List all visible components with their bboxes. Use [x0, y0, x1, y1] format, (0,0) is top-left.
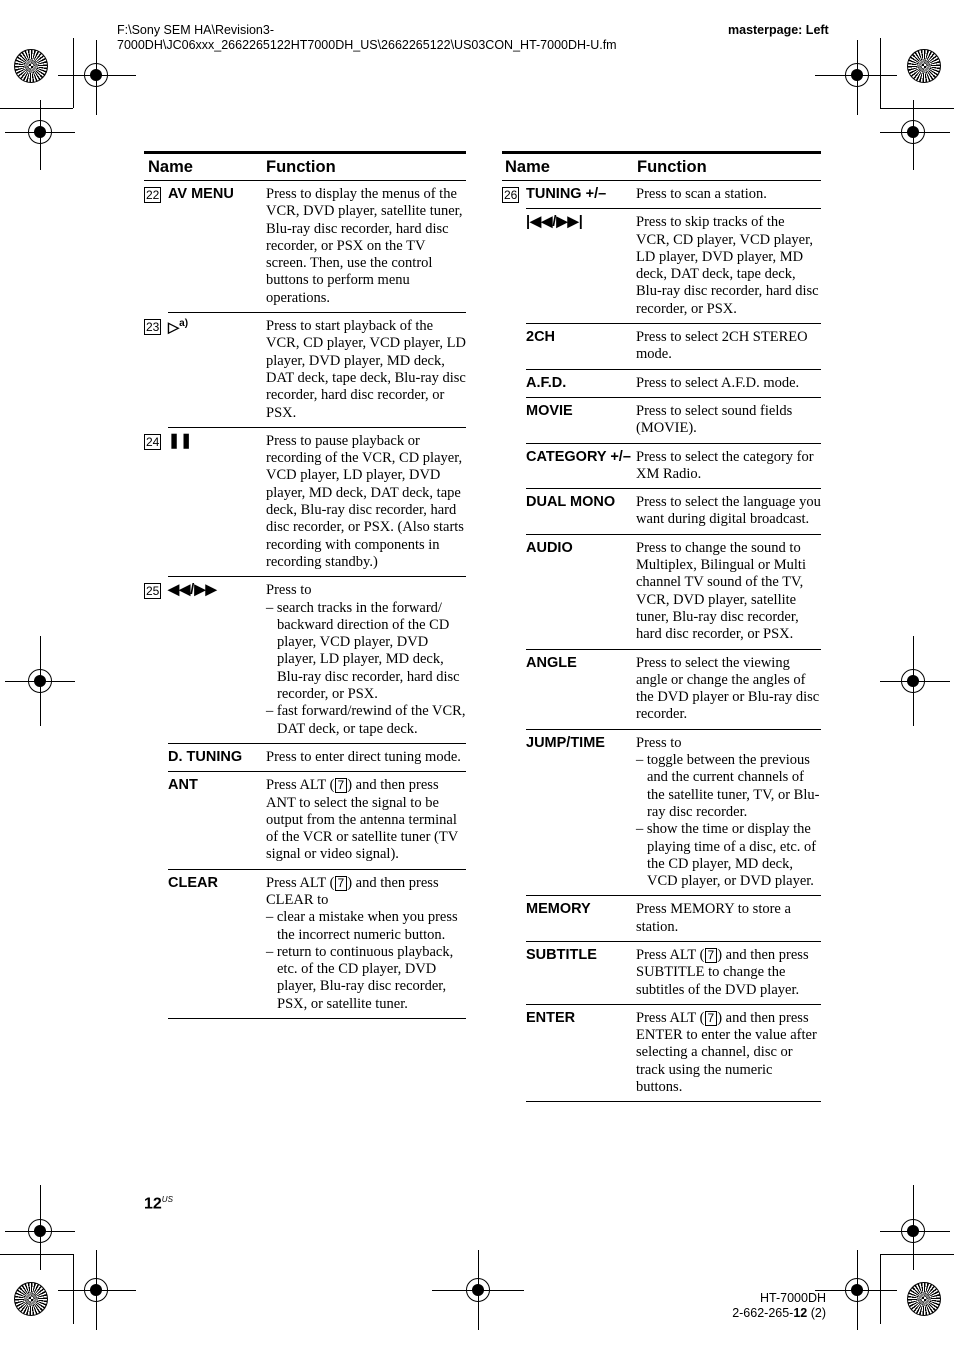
row-number: [502, 398, 526, 444]
function-description: [266, 313, 466, 427]
row-number: [144, 313, 168, 428]
row-number-box: 24: [146, 434, 160, 449]
function-text: Press to select 2CH STEREO mode.: [636, 329, 808, 363]
function-description: [636, 181, 821, 208]
function-text: Press to pause playback or recording of the VCR, CD player, VCD player, LD player, DVD player, MD deck, DAT deck, tape deck, Blu-ray disc recorder, hard disc recorder, or PSX. (Also starts recording with components in recording standby.): [266, 432, 464, 570]
function-description: [266, 744, 466, 771]
function-text: Press to select sound fields (MOVIE).: [636, 402, 793, 437]
row-number: [144, 870, 168, 1019]
page-number-value: 12: [144, 1195, 162, 1213]
function-header: Function: [637, 157, 707, 176]
key-7-icon: 7: [335, 876, 348, 891]
button-name: [526, 324, 636, 369]
row-content: [526, 444, 821, 490]
button-name-text: SUBTITLE: [526, 946, 597, 963]
function-description: [636, 398, 821, 443]
function-table-left: [144, 151, 466, 1019]
row-number: [502, 535, 526, 650]
part-code: [700, 1306, 826, 1320]
function-text: Press to select the viewing angle or change the angles of the DVD player or Blu-ray disc recorder.: [636, 654, 820, 723]
button-name-text: ANT: [168, 777, 198, 794]
file-path: [117, 23, 697, 53]
function-description: [266, 772, 466, 868]
button-name: [168, 313, 266, 427]
button-name-text: TUNING +/–: [526, 186, 607, 202]
row-number: [502, 209, 526, 324]
table-row: [502, 398, 821, 444]
page-number-suffix: US: [161, 1195, 173, 1204]
button-name-text: ANGLE: [526, 654, 577, 671]
key-7-icon: 7: [705, 948, 718, 963]
function-description: [266, 428, 466, 576]
button-name: [526, 535, 636, 649]
row-content: [526, 650, 821, 730]
table-row: [502, 730, 821, 897]
key-7-icon: 7: [335, 778, 348, 793]
row-number: [502, 650, 526, 730]
function-text: Press to select the language you want during digital broadcast.: [636, 494, 821, 528]
function-description: [636, 1005, 821, 1101]
function-text: Press ALT ( 7 ) and then press SUBTITLE to change the subtitles of the DVD player.: [636, 946, 809, 998]
row-number-box: 22: [146, 188, 160, 202]
table-row: [144, 181, 466, 313]
row-content: [168, 577, 466, 744]
name-header: Name: [505, 157, 550, 176]
key-7-icon: 7: [705, 1011, 718, 1026]
function-text: Press ALT ( 7 ) and then press ANT to select the signal to be output from the antenna terminal of the VCR or satellite tuner (TV signal or video signal).: [266, 777, 458, 863]
function-text: Press to change the sound to Multiplex, Bilingual or Multi channel TV sound of the TV, VCR, DVD player, satellite tuner, Blu-ray disc recorder, hard disc recorder, or PSX.: [636, 539, 806, 643]
row-number: [502, 942, 526, 1005]
function-text: – clear a mistake when you press the incorrect numeric button.: [266, 909, 458, 943]
button-name: [526, 209, 636, 323]
function-text: Press to display the menus of the VCR, DVD player, satellite tuner, Blu-ray disc recorder, hard disc recorder, or PSX on the TV screen. Then, use the control buttons to perform menu operations.: [266, 186, 463, 306]
table-header: [502, 151, 821, 181]
button-name: [168, 428, 266, 576]
function-text: – show the time or display the playing time of a disc, etc. of the CD player, MD deck, VCD player, or DVD player.: [636, 821, 817, 890]
row-content: [526, 1005, 821, 1102]
row-content: [526, 896, 821, 942]
function-text: Press to start playback of the VCR, CD player, VCD player, LD player, DVD player, MD deck, DAT deck, tape deck, Blu-ray disc recorder, hard disc recorder, or PSX.: [266, 318, 466, 421]
function-table-right: [502, 151, 821, 1102]
table-row: [502, 489, 821, 535]
button-name-text: CATEGORY +/–: [526, 448, 631, 465]
row-content: [168, 870, 466, 1019]
row-number-box: 25: [146, 584, 160, 599]
button-name-text: ENTER: [526, 1009, 576, 1026]
button-name-text: MOVIE: [526, 402, 573, 419]
function-description: [636, 896, 821, 941]
function-description: [636, 444, 821, 489]
function-description: [266, 181, 466, 312]
button-name: [168, 772, 266, 868]
function-text: – toggle between the previous and the current channels of the satellite tuner, TV, or Blu-ray disc recorder.: [636, 752, 820, 820]
button-name-text: 2CH: [526, 329, 556, 346]
table-row: [502, 181, 821, 209]
table-row: [144, 428, 466, 577]
row-number: [502, 730, 526, 897]
row-number: [502, 489, 526, 535]
button-name-text: ❚❚: [168, 432, 193, 449]
file-path-line-2: 7000DH\JC06xxx_2662265122HT7000DH_US\2662265122\US03CON_HT-7000DH-U.fm: [117, 38, 617, 52]
function-description: [266, 577, 466, 743]
row-content: [526, 489, 821, 535]
button-name-text: MEMORY: [526, 901, 591, 918]
row-content: [526, 730, 821, 897]
row-content: [526, 942, 821, 1005]
function-text: Press to skip tracks of the VCR, CD player, VCD player, LD player, DVD player, MD deck, DAT deck, tape deck, Blu-ray disc recorder, hard disc recorder, or PSX.: [636, 214, 819, 317]
row-number-box: 23: [146, 320, 160, 335]
row-content: [168, 313, 466, 428]
row-number: [502, 324, 526, 370]
function-text: Press to: [266, 582, 312, 599]
table-row: [144, 744, 466, 772]
button-name-text: D. TUNING: [168, 748, 243, 765]
row-content: [168, 181, 466, 313]
button-name-text: ◀◀/▶▶: [168, 582, 217, 599]
row-content: [526, 398, 821, 444]
button-name-text: A.F.D.: [526, 374, 567, 391]
part-code-bold: 12: [793, 1306, 808, 1320]
button-name-text: DUAL MONO: [526, 494, 616, 511]
table-body: [144, 181, 466, 1019]
masterpage-label: masterpage: Left: [728, 23, 829, 37]
function-description: [266, 870, 466, 1018]
button-name: [526, 444, 636, 489]
button-name: [526, 650, 636, 729]
button-name: [526, 181, 636, 208]
button-name-text: CLEAR: [168, 874, 218, 891]
function-text: Press ALT ( 7 ) and then press CLEAR to: [266, 874, 439, 908]
button-name: [526, 942, 636, 1004]
function-text: – fast forward/rewind of the VCR, DAT deck, or tape deck.: [266, 703, 466, 737]
row-content: [526, 535, 821, 650]
function-description: [636, 650, 821, 729]
button-name-text: AUDIO: [526, 539, 573, 556]
button-name: [168, 181, 266, 312]
button-name: [168, 744, 266, 771]
function-header: Function: [266, 157, 336, 176]
function-text: Press to scan a station.: [636, 186, 767, 202]
button-name-text: |◀◀/▶▶|: [526, 214, 583, 231]
button-name: [526, 489, 636, 534]
table-row: [502, 444, 821, 490]
function-text: Press to: [636, 734, 682, 751]
function-text: Press to enter direct tuning mode.: [266, 748, 461, 765]
name-header: Name: [148, 157, 193, 176]
table-row: [502, 324, 821, 370]
function-description: [636, 730, 821, 896]
function-text: Press to select the category for XM Radio.: [636, 448, 814, 482]
table-row: [144, 577, 466, 744]
button-name: [526, 730, 636, 896]
button-name: [526, 1005, 636, 1101]
function-text: – return to continuous playback, etc. of the CD player, DVD player, Blu-ray disc recorder, PSX, or satellite tuner.: [266, 943, 454, 1012]
button-name-text: AV MENU: [168, 186, 234, 202]
row-content: [168, 744, 466, 772]
function-description: [636, 535, 821, 649]
row-number: [144, 772, 168, 869]
row-content: [526, 181, 821, 209]
row-number-box: 26: [504, 188, 518, 202]
row-number: [502, 181, 526, 209]
row-number: [144, 744, 168, 772]
part-code-suffix: (2): [807, 1306, 826, 1320]
table-row: [144, 870, 466, 1019]
function-text: Press to select A.F.D. mode.: [636, 374, 800, 391]
table-row: [502, 535, 821, 650]
button-name-text: ▷: [168, 319, 180, 336]
function-description: [636, 324, 821, 369]
function-description: [636, 489, 821, 534]
page-number: [144, 1195, 173, 1213]
footnote-mark: a): [179, 318, 189, 330]
function-description: [636, 942, 821, 1004]
table-row: [144, 772, 466, 869]
row-number: [502, 370, 526, 398]
part-code-prefix: 2-662-265-: [732, 1306, 794, 1320]
table-row: [502, 370, 821, 398]
table-row: [502, 650, 821, 730]
table-row: [502, 942, 821, 1005]
row-number: [144, 577, 168, 744]
row-content: [526, 209, 821, 324]
button-name: [526, 896, 636, 941]
row-content: [526, 370, 821, 398]
row-number: [502, 1005, 526, 1102]
function-text: Press MEMORY to store a station.: [636, 901, 791, 935]
model-number: HT-7000DH: [760, 1291, 826, 1305]
button-name: [526, 398, 636, 443]
row-content: [168, 772, 466, 869]
table-body: [502, 181, 821, 1102]
table-row: [502, 209, 821, 324]
row-content: [526, 324, 821, 370]
row-number: [144, 181, 168, 313]
function-description: [636, 370, 821, 397]
row-content: [168, 428, 466, 577]
file-path-line-1: F:\Sony SEM HA\Revision3-: [117, 23, 274, 37]
button-name-text: JUMP/TIME: [526, 734, 605, 751]
button-name: [168, 870, 266, 1018]
function-text: Press ALT ( 7 ) and then press ENTER to enter the value after selecting a channel, disc or track using the numeric buttons.: [636, 1009, 817, 1096]
table-row: [144, 313, 466, 428]
function-text: – search tracks in the forward/ backward direction of the CD player, VCD player, DVD player, LD player, MD deck, Blu-ray disc recorder, hard disc recorder, or PSX.: [266, 599, 460, 703]
row-number: [502, 896, 526, 942]
row-number: [144, 428, 168, 577]
function-description: [636, 209, 821, 323]
table-row: [502, 1005, 821, 1102]
table-row: [502, 896, 821, 942]
row-number: [502, 444, 526, 490]
button-name: [526, 370, 636, 397]
table-header: [144, 151, 466, 181]
button-name: [168, 577, 266, 743]
